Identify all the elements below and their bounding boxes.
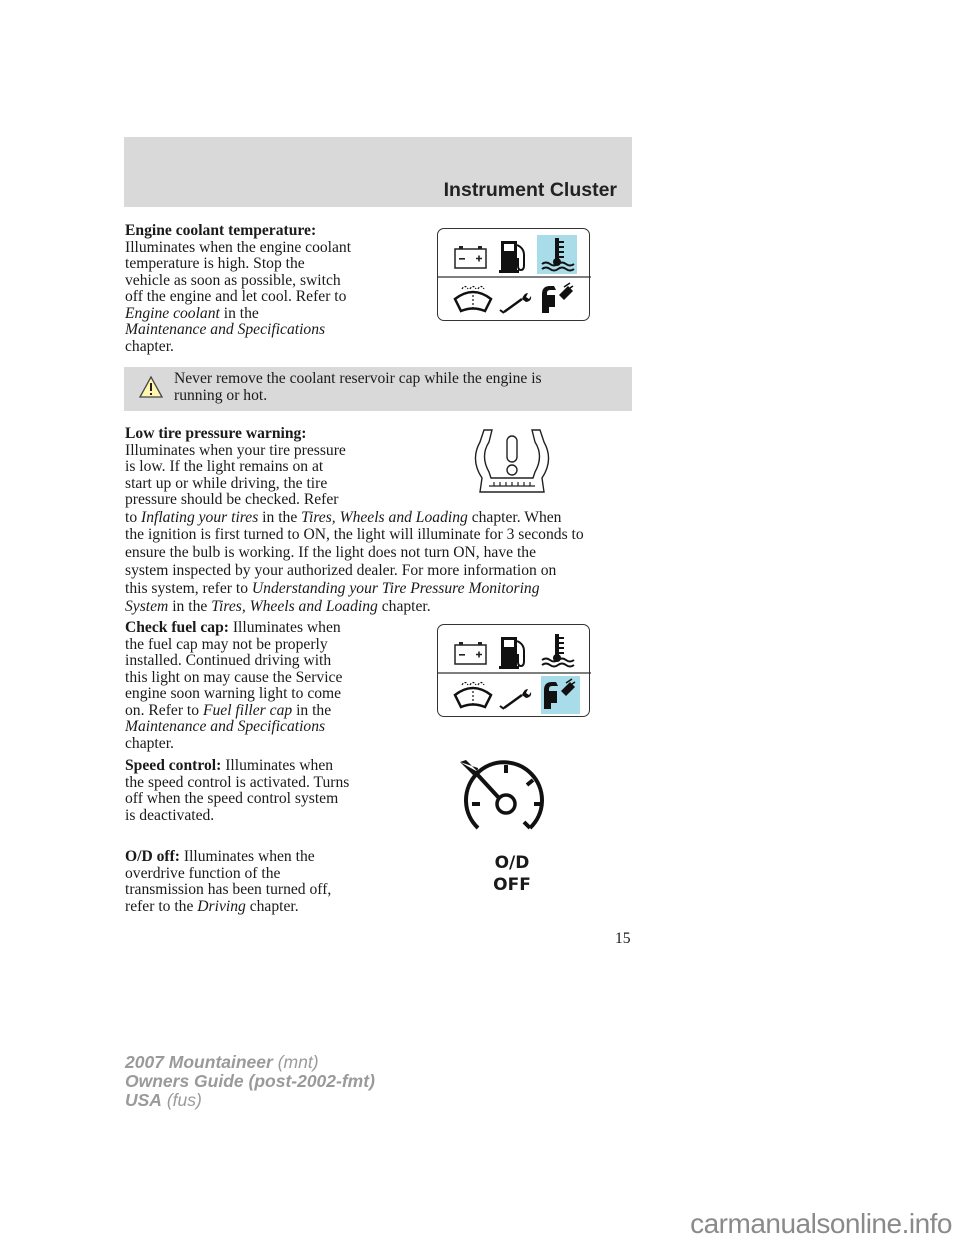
chapter-reference: Maintenance and Specifications bbox=[125, 321, 326, 338]
body-text: chapter. bbox=[125, 337, 174, 355]
washer-fluid-icon bbox=[455, 287, 491, 312]
body-text: system inspected by your authorized dealer. For more information on bbox=[125, 562, 557, 580]
body-text: chapter. When bbox=[467, 508, 562, 526]
chapter-reference: Engine coolant bbox=[125, 304, 220, 322]
speed-control-section bbox=[125, 758, 349, 824]
footer-market-code: (fus) bbox=[161, 1090, 202, 1110]
chapter-reference: Tires, Wheels and Loading bbox=[301, 508, 468, 526]
chapter-reference: Fuel filler cap bbox=[202, 701, 293, 719]
chapter-reference: System bbox=[125, 597, 169, 615]
footer-market: USA bbox=[125, 1090, 162, 1110]
text-line bbox=[125, 598, 584, 616]
text-line bbox=[125, 273, 351, 290]
wrench-icon bbox=[500, 689, 531, 709]
text-line bbox=[125, 808, 349, 825]
chapter-reference: Tires, Wheels and Loading bbox=[211, 597, 378, 615]
footer-model: 2007 Mountaineer bbox=[125, 1052, 273, 1072]
section-heading: Engine coolant temperature: bbox=[125, 222, 317, 239]
body-text: the speed control is activated. Turns bbox=[125, 773, 350, 791]
body-text: in the bbox=[292, 701, 332, 719]
text-line bbox=[125, 866, 331, 883]
body-text: chapter. bbox=[125, 734, 174, 752]
body-text: off when the speed control system bbox=[125, 790, 339, 807]
footer-guide: Owners Guide (post-2002-fmt) bbox=[125, 1071, 375, 1091]
text-line bbox=[125, 703, 342, 720]
fuel-pump-icon bbox=[499, 637, 524, 669]
chapter-reference: Driving bbox=[197, 897, 246, 915]
text-line bbox=[125, 509, 584, 527]
body-text: pressure should be checked. Refer bbox=[125, 491, 339, 508]
text-line bbox=[125, 637, 342, 654]
text-line bbox=[125, 544, 584, 562]
tire-pressure-warning-icon bbox=[470, 426, 554, 498]
chapter-reference: Maintenance and Specifications bbox=[125, 718, 326, 735]
warning-text-line: running or hot. bbox=[174, 386, 268, 404]
body-text: Illuminates when the engine coolant bbox=[125, 238, 352, 256]
body-text: the ignition is first turned to ON, the light will illuminate for 3 seconds to bbox=[125, 526, 584, 544]
warning-lights-panel-fuel-cap bbox=[437, 624, 590, 717]
text-line bbox=[125, 526, 584, 544]
body-text: vehicle as soon as possible, switch bbox=[125, 271, 341, 289]
body-text: temperature is high. Stop the bbox=[125, 255, 305, 272]
coolant-temperature-icon bbox=[542, 634, 574, 667]
body-text: ensure the bulb is working. If the light does not turn ON, have the bbox=[125, 544, 536, 562]
text-line bbox=[125, 653, 342, 670]
text-line bbox=[125, 223, 351, 240]
wrench-icon bbox=[500, 293, 531, 313]
body-text: start up or while driving, the tire bbox=[125, 474, 328, 492]
chapter-title: Instrument Cluster bbox=[443, 179, 617, 201]
text-line bbox=[125, 620, 342, 637]
body-text: is deactivated. bbox=[125, 806, 215, 824]
body-text: to bbox=[125, 508, 142, 526]
fuel-pump-icon bbox=[499, 241, 524, 273]
footer-model-code: (mnt) bbox=[272, 1052, 319, 1072]
warning-note bbox=[124, 367, 632, 411]
body-text: Illuminates when bbox=[221, 757, 334, 774]
body-text: Illuminates when your tire pressure bbox=[125, 441, 346, 459]
body-text: in the bbox=[258, 508, 302, 526]
warning-text-line: Never remove the coolant reservoir cap while the engine is bbox=[174, 370, 542, 387]
od-icon-line2: OFF bbox=[493, 875, 531, 895]
text-line bbox=[125, 339, 351, 356]
footer-edition-info bbox=[125, 1053, 375, 1110]
section-heading: Low tire pressure warning: bbox=[125, 425, 307, 442]
warning-triangle-icon bbox=[138, 375, 164, 399]
body-text: off the engine and let cool. Refer to bbox=[125, 288, 347, 305]
section-heading: O/D off: bbox=[125, 848, 180, 865]
od-off-icon bbox=[486, 852, 538, 896]
text-line bbox=[125, 240, 351, 257]
body-text: overdrive function of the bbox=[125, 864, 281, 882]
chapter-reference: Inflating your tires bbox=[141, 508, 259, 526]
body-text: is low. If the light remains on at bbox=[125, 458, 324, 475]
check-fuel-cap-icon bbox=[542, 283, 573, 313]
engine-coolant-section bbox=[125, 223, 351, 355]
body-text: engine soon warning light to come bbox=[125, 685, 342, 702]
text-line bbox=[125, 736, 342, 753]
speed-control-icon bbox=[458, 758, 550, 838]
body-text: refer to the bbox=[125, 897, 198, 915]
text-line bbox=[125, 306, 351, 323]
text-line bbox=[125, 758, 349, 775]
text-line bbox=[125, 791, 349, 808]
body-text: in the bbox=[168, 597, 212, 615]
section-heading: Speed control: bbox=[125, 757, 222, 774]
text-line bbox=[125, 670, 342, 687]
body-text: chapter. bbox=[377, 597, 431, 615]
text-line bbox=[125, 322, 351, 339]
text-line bbox=[125, 899, 331, 916]
body-text: Illuminates when the bbox=[180, 848, 315, 865]
text-line bbox=[125, 562, 584, 580]
body-text: chapter. bbox=[245, 897, 299, 915]
washer-fluid-icon bbox=[455, 683, 491, 708]
text-line bbox=[125, 580, 584, 598]
body-text: on. Refer to bbox=[125, 701, 203, 719]
battery-icon bbox=[455, 642, 486, 664]
body-text: the fuel cap may not be properly bbox=[125, 635, 328, 653]
section-heading: Check fuel cap: bbox=[125, 619, 229, 636]
body-text: this system, refer to bbox=[125, 580, 252, 598]
page-number: 15 bbox=[615, 930, 631, 947]
text-line bbox=[125, 686, 342, 703]
body-text: transmission has been turned off, bbox=[125, 881, 332, 898]
chapter-header-bar bbox=[124, 137, 632, 207]
text-line bbox=[125, 882, 331, 899]
watermark: carmanualsonline.info bbox=[690, 1208, 952, 1239]
body-text: in the bbox=[219, 304, 259, 322]
text-line bbox=[125, 289, 351, 306]
battery-icon bbox=[455, 246, 486, 268]
od-icon-line1: O/D bbox=[494, 853, 530, 873]
body-text: this light on may cause the Service bbox=[125, 668, 343, 686]
warning-lights-panel-coolant bbox=[437, 228, 590, 321]
text-line bbox=[125, 849, 331, 866]
check-fuel-cap-section bbox=[125, 620, 342, 752]
body-text: Illuminates when bbox=[228, 619, 341, 636]
chapter-reference: Understanding your Tire Pressure Monitoring bbox=[251, 580, 540, 598]
text-line bbox=[125, 719, 342, 736]
body-text: installed. Continued driving with bbox=[125, 652, 332, 669]
text-line bbox=[125, 775, 349, 792]
text-line bbox=[125, 256, 351, 273]
od-off-section bbox=[125, 849, 331, 915]
